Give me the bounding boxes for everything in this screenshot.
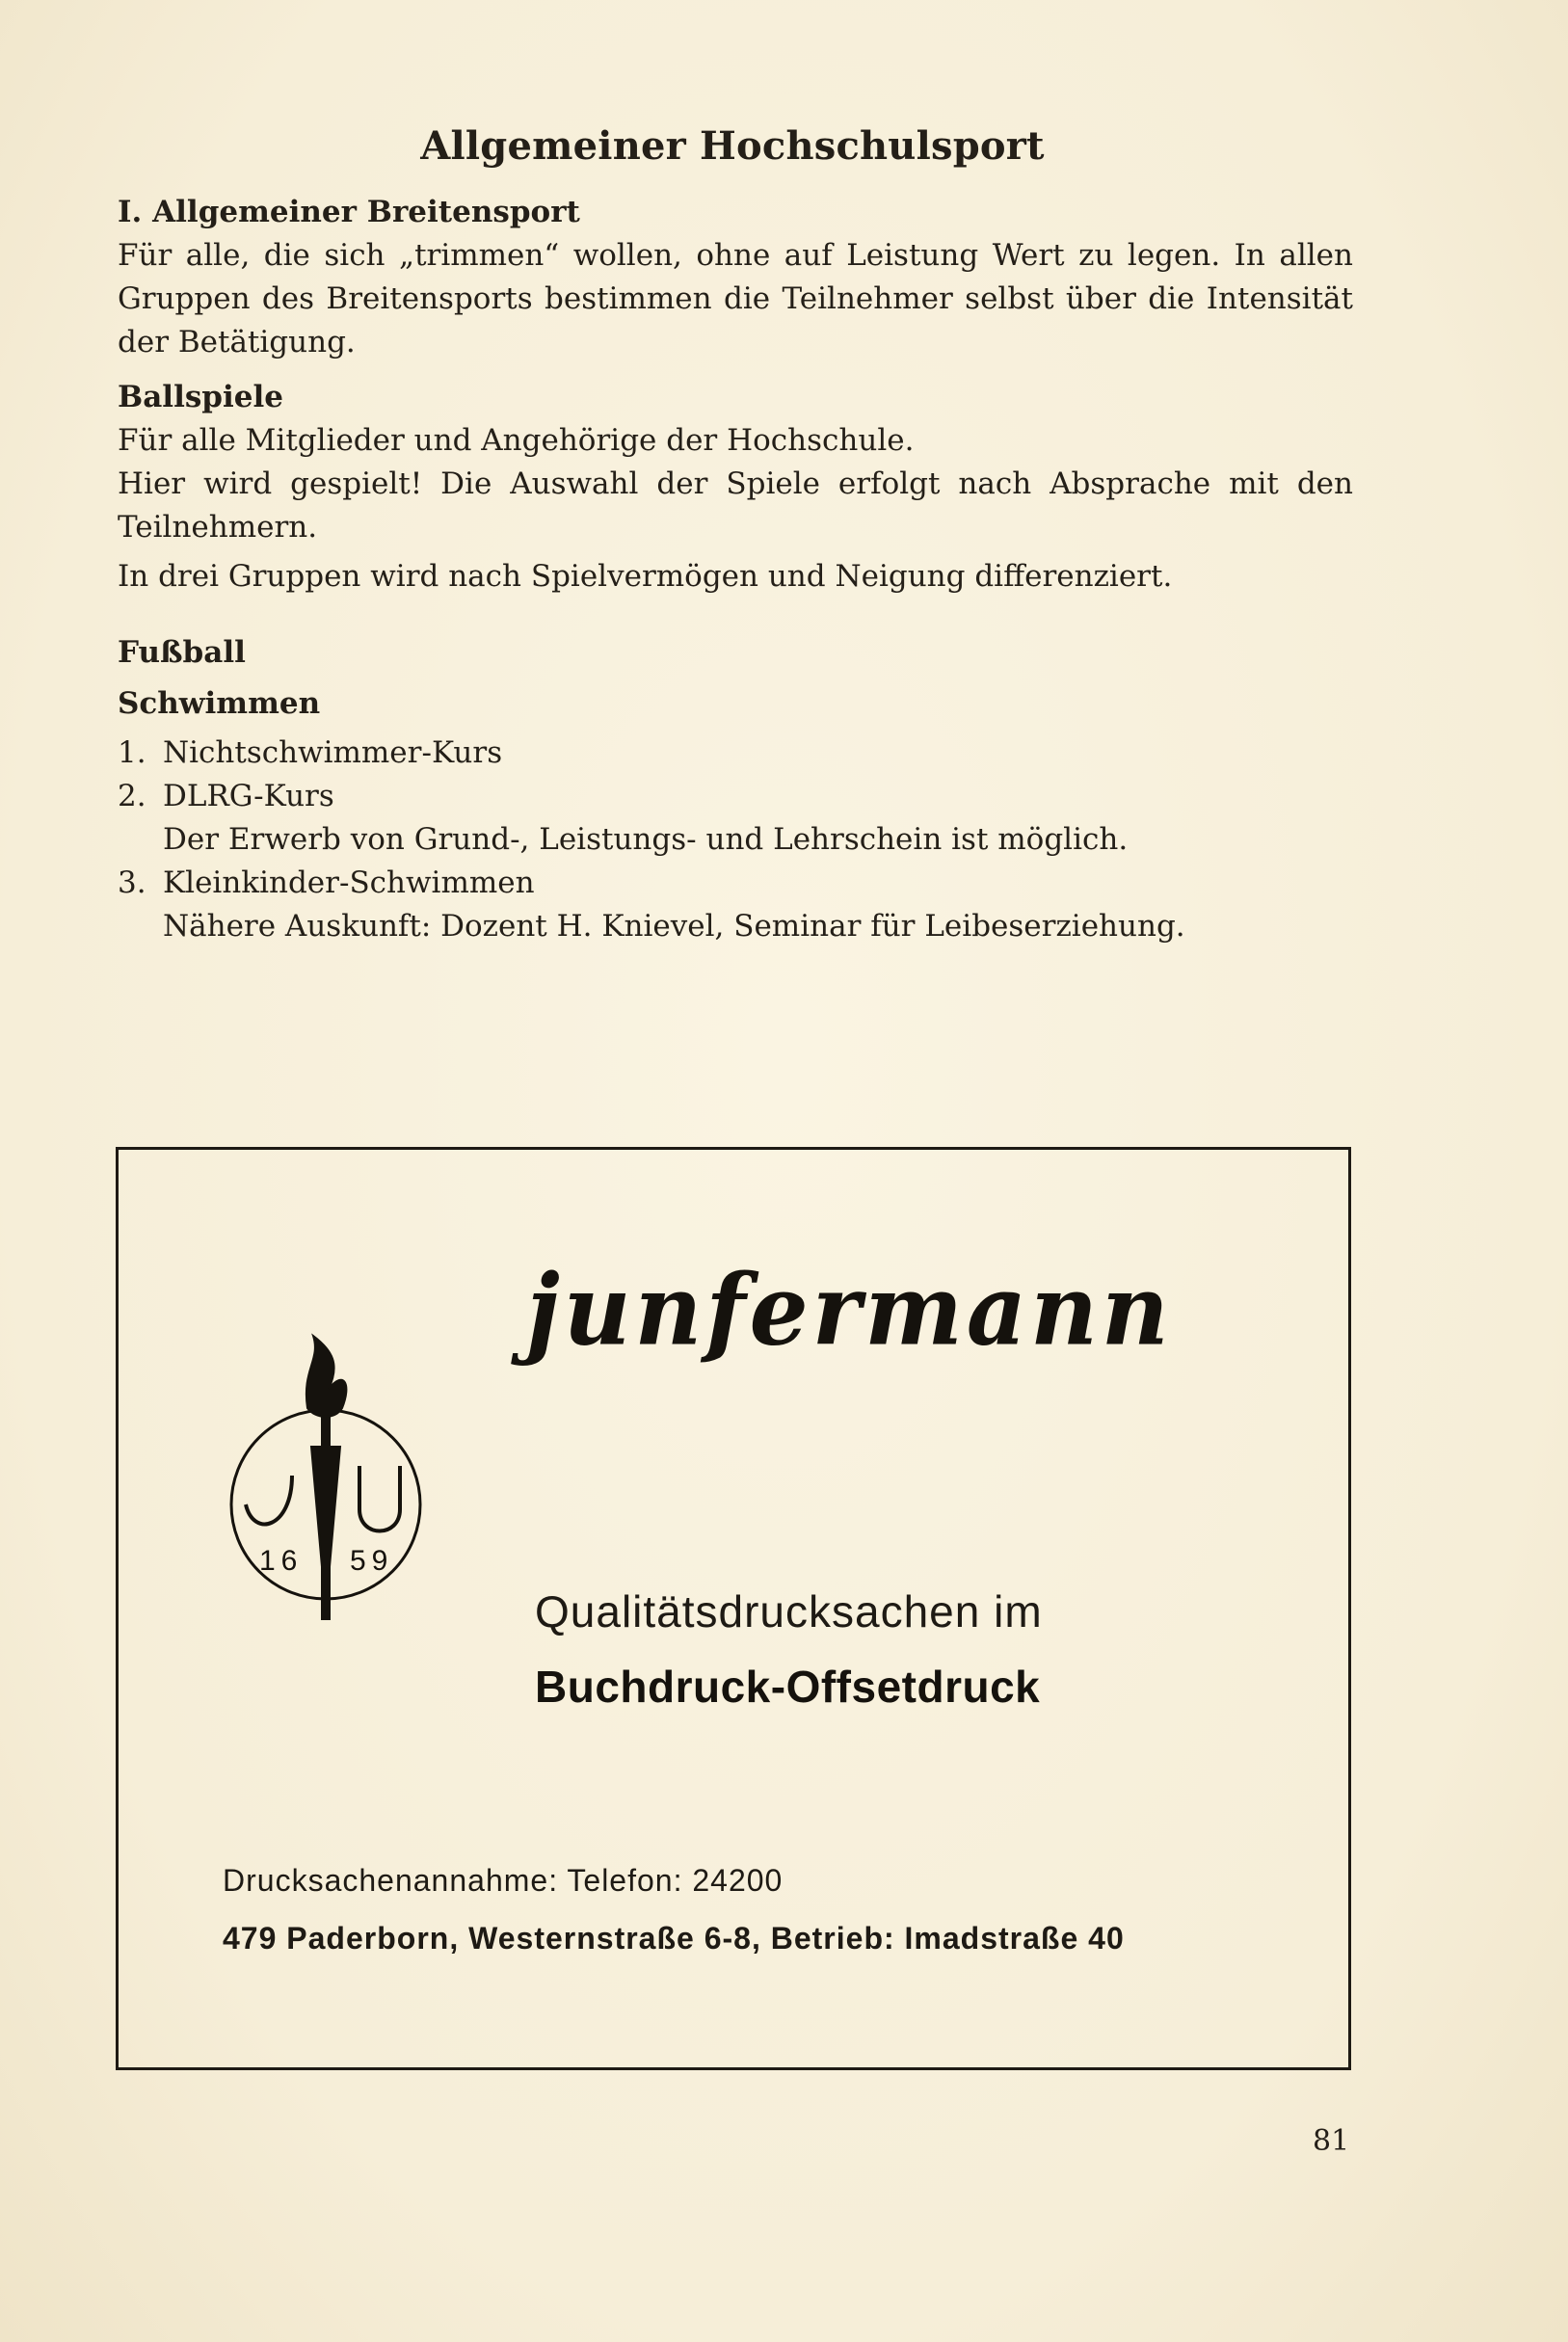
breitensport-text: Für alle, die sich „trimmen“ wollen, ohne auf Leistung Wert zu legen. In allen Gruppen des Breitensports bestimmen die Teilnehmer selbst über die Intensität der Betätigung. — [118, 238, 1353, 359]
page-number: 81 — [1313, 2124, 1350, 2158]
ad-tagline: Qualitätsdrucksachen im — [535, 1586, 1043, 1637]
main-content — [118, 191, 1353, 948]
logo-year-right: 59 — [350, 1545, 394, 1577]
section-heading-ballspiele: Ballspiele — [118, 380, 283, 414]
page-title: Allgemeiner Hochschulsport — [420, 123, 1045, 169]
section-heading-breitensport: I. Allgemeiner Breitensport — [118, 195, 580, 229]
brand-name: junfermann — [526, 1253, 1173, 1368]
list-number: 2. — [118, 779, 146, 813]
ad-tagline-bold: Buchdruck-Offsetdruck — [535, 1662, 1041, 1712]
list-item — [118, 732, 1353, 775]
ballspiele-line-2: Hier wird gespielt! Die Auswahl der Spiele erfolgt nach Absprache mit den Teilnehmern. — [118, 466, 1353, 545]
list-number: 3. — [118, 865, 146, 900]
list-item — [118, 775, 1353, 862]
ad-contact-address: 479 Paderborn, Westernstraße 6-8, Betrieb: Imadstraße 40 — [223, 1921, 1125, 1956]
list-item-label: DLRG-Kurs — [163, 779, 334, 813]
ballspiele-line-3: In drei Gruppen wird nach Spielvermögen und Neigung differenziert. — [118, 559, 1173, 594]
schwimmen-list — [118, 732, 1353, 948]
junfermann-logo — [225, 1331, 427, 1649]
logo-year-left: 16 — [259, 1545, 304, 1577]
list-item-note: Der Erwerb von Grund-, Leistungs- und Lehrschein ist möglich. — [163, 822, 1129, 857]
list-item-note: Nähere Auskunft: Dozent H. Knievel, Seminar für Leibeserziehung. — [163, 909, 1185, 944]
ballspiele-line-1: Für alle Mitglieder und Angehörige der Hochschule. — [118, 423, 915, 458]
ad-contact-phone: Drucksachenannahme: Telefon: 24200 — [223, 1863, 784, 1898]
list-item-label: Kleinkinder-Schwimmen — [163, 865, 535, 900]
list-number: 1. — [118, 735, 146, 770]
section-heading-fussball: Fußball — [118, 635, 246, 670]
list-item-label: Nichtschwimmer-Kurs — [163, 735, 503, 770]
section-heading-schwimmen: Schwimmen — [118, 686, 321, 721]
advertisement-box — [116, 1147, 1351, 2070]
list-item — [118, 862, 1353, 948]
